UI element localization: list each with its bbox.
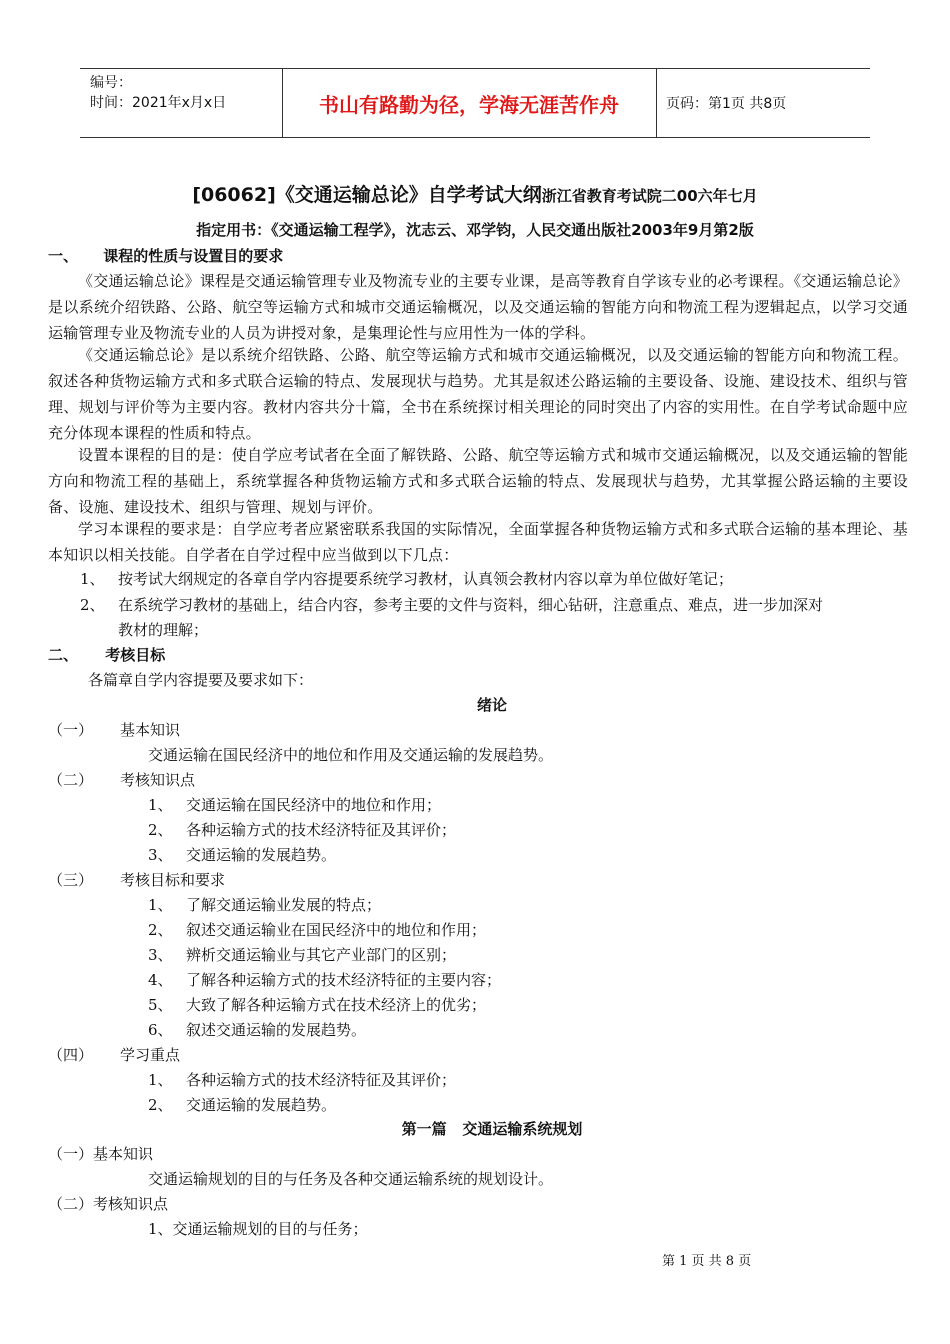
list-item-num: 4、 [148, 971, 173, 989]
section1-title: 课程的性质与设置目的要求 [103, 247, 284, 265]
list-item-text: 叙述交通运输的发展趋势。 [186, 1021, 367, 1039]
header-page-info: 页码：第1页 共8页 [666, 96, 787, 112]
section1-item-cont: 教材的理解； [118, 621, 209, 639]
list-item-text: 交通运输在国民经济中的地位和作用； [186, 796, 442, 814]
list-item-num: 1、 [148, 796, 173, 814]
list-item-num: 5、 [148, 996, 173, 1014]
list-item-num: 6、 [148, 1021, 173, 1039]
part1-subsection-label: （二）考核知识点 [48, 1195, 169, 1213]
list-item-num: 3、 [148, 846, 173, 864]
subsection-text: 交通运输在国民经济中的地位和作用及交通运输的发展趋势。 [148, 746, 554, 764]
list-item-text: 交通运输的发展趋势。 [186, 1096, 337, 1114]
part1-list-item: 1、交通运输规划的目的与任务； [148, 1220, 368, 1238]
part1-subsection-text: 交通运输规划的目的与任务及各种交通运输系统的规划设计。 [148, 1170, 554, 1188]
section1-item-text: 在系统学习教材的基础上，结合内容，参考主要的文件与资料，细心钻研，注意重点、难点，进一步加深对 [118, 596, 824, 614]
part1-subsection-label: （一）基本知识 [48, 1145, 154, 1163]
list-item-text: 大致了解各种运输方式在技术经济上的优劣； [186, 996, 487, 1014]
list-item-text: 各种运输方式的技术经济特征及其评价； [186, 1071, 457, 1089]
code-label: 编号： [90, 75, 132, 91]
subsection-number: （四） [48, 1046, 94, 1064]
subsection-label: 基本知识 [120, 721, 181, 739]
list-item-num: 2、 [148, 921, 173, 939]
list-item-text: 了解交通运输业发展的特点； [186, 896, 382, 914]
list-item-num: 1、 [148, 896, 173, 914]
list-item-text: 辨析交通运输业与其它产业部门的区别； [186, 946, 457, 964]
list-item-text: 各种运输方式的技术经济特征及其评价； [186, 821, 457, 839]
section1-paragraph: 设置本课程的目的是：使自学应考试者在全面了解铁路、公路、航空等运输方式和城市交通运输概况，以及交通运输的智能方向和物流工程的基础上，系统掌握各种货物运输方式和多式联合运输的特点、发展现状与趋势，尤其掌握公路运输的主要设备、设施、建设技术、组织与管理、规划与评价。 [48, 446, 908, 516]
doc-title-issuer: 浙江省教育考试院二00六年七月 [541, 187, 758, 205]
section1-paragraph: 《交通运输总论》课程是交通运输管理专业及物流专业的主要专业课，是高等教育自学该专业的必考课程。《交通运输总论》是以系统介绍铁路、公路、航空等运输方式和城市交通运输概况，以及交通运输的智能方向和物流工程为逻辑起点，以学习交通运输管理专业及物流专业的人员为讲授对象，是集理论性与应用性为一体的学科。 [48, 272, 908, 342]
doc-title [0, 180, 950, 207]
header-meta [90, 73, 226, 113]
subsection-number: （二） [48, 771, 94, 789]
list-item-num: 2、 [148, 1096, 173, 1114]
list-item-text: 了解各种运输方式的技术经济特征的主要内容； [186, 971, 502, 989]
list-item-text: 叙述交通运输业在国民经济中的地位和作用； [186, 921, 487, 939]
section1-paragraph: 学习本课程的要求是：自学应考者应紧密联系我国的实际情况，全面掌握各种货物运输方式和多式联合运输的基本理论、基本知识以相关技能。自学者在自学过程中应当做到以下几点： [48, 520, 908, 564]
section1-number: 一、 [48, 247, 79, 265]
list-item-num: 3、 [148, 946, 173, 964]
time-label: 时间：2021年x月x日 [90, 95, 227, 111]
section2-title: 考核目标 [105, 646, 166, 664]
list-item-num: 1、 [148, 1071, 173, 1089]
section2-heading [48, 644, 165, 665]
part1-title: 第一篇 交通运输系统规划 [401, 1120, 583, 1138]
section1-heading [48, 245, 283, 266]
subsection-label: 考核目标和要求 [120, 871, 226, 889]
subsection-number: （三） [48, 871, 94, 889]
header-divider [656, 69, 657, 137]
intro-chapter-title: 绪论 [476, 696, 507, 714]
doc-title-main: [06062]《交通运输总论》自学考试大纲 [192, 184, 542, 206]
section1-item-num: 1、 [80, 570, 105, 588]
section2-intro: 各篇章自学内容提要及要求如下： [88, 671, 314, 689]
section2-number: 二、 [48, 646, 79, 664]
subsection-label: 考核知识点 [120, 771, 196, 789]
section1-item-num: 2、 [80, 596, 105, 614]
header-table [80, 68, 870, 138]
section1-paragraph: 《交通运输总论》是以系统介绍铁路、公路、航空等运输方式和城市交通运输概况，以及交通运输的智能方向和物流工程。叙述各种货物运输方式和多式联合运输的特点、发展现状与趋势。尤其是叙述公路运输的主要设备、设施、建设技术、组织与管理、规划与评价等为主要内容。教材内容共分十篇，全书在系统探讨相关理论的同时突出了内容的实用性。在自学考试命题中应充分体现本课程的性质和特点。 [48, 346, 908, 442]
subsection-number: （一） [48, 721, 94, 739]
list-item-text: 交通运输的发展趋势。 [186, 846, 337, 864]
header-motto: 书山有路勤为径，学海无涯苦作舟 [319, 92, 619, 117]
footer-page-number: 第 1 页 共 8 页 [662, 1254, 752, 1269]
list-item-num: 2、 [148, 821, 173, 839]
subsection-label: 学习重点 [120, 1046, 181, 1064]
textbook-line: 指定用书：《交通运输工程学》，沈志云、邓学钧，人民交通出版社2003年9月第2版 [196, 221, 754, 239]
section1-item-text: 按考试大纲规定的各章自学内容提要系统学习教材，认真领会教材内容以章为单位做好笔记； [118, 570, 734, 588]
